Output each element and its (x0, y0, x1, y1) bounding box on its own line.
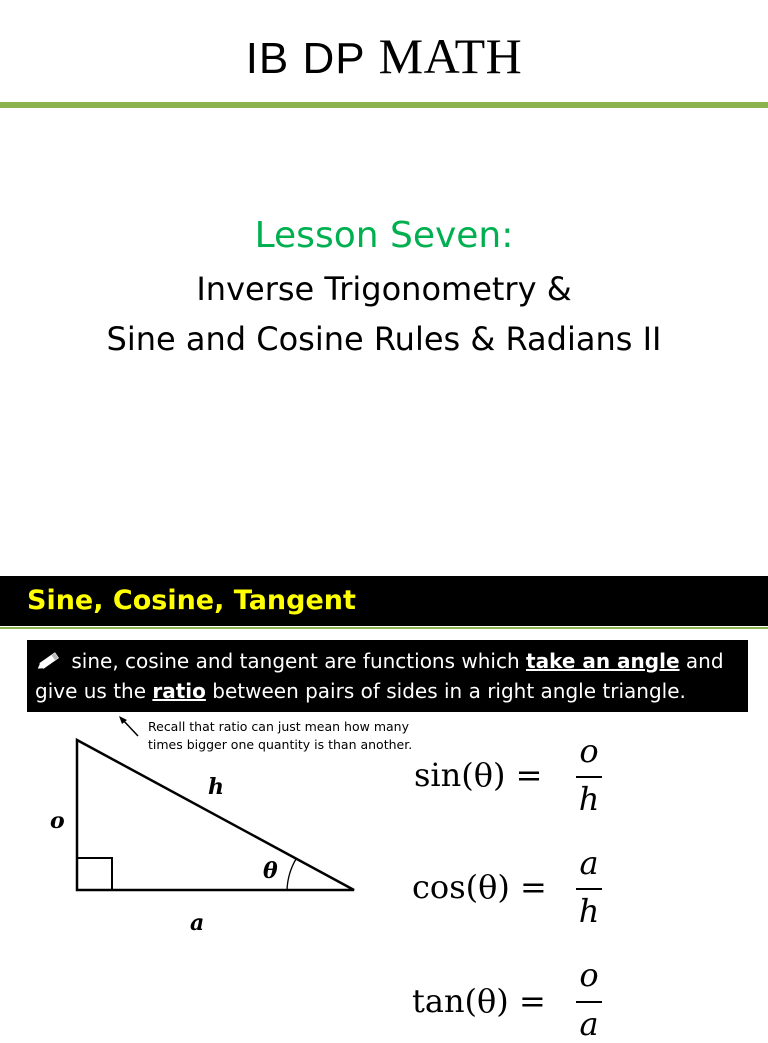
cosine-fraction-bar (576, 888, 602, 890)
definition-emphasis-angle: take an angle (526, 649, 680, 673)
cosine-formula-lhs: cos(θ) = (412, 868, 547, 906)
ratio-note-line-1: Recall that ratio can just mean how many (148, 719, 409, 734)
lesson-subtitle-line-1: Inverse Trigonometry & (196, 270, 572, 308)
sine-formula-lhs: sin(θ) = (414, 756, 543, 794)
triangle-shape (77, 740, 354, 890)
label-angle: θ (263, 858, 278, 884)
right-angle-marker (77, 858, 112, 890)
tangent-fraction-bar (576, 1001, 602, 1003)
cosine-numerator: a (579, 844, 599, 882)
ratio-note-line-2: times bigger one quantity is than another. (148, 737, 413, 752)
cosine-denominator: h (578, 892, 600, 930)
definition-text-1: sine, cosine and tangent are functions which (65, 649, 527, 673)
title-divider (0, 102, 768, 108)
definition-emphasis-ratio: ratio (152, 679, 206, 703)
angle-arc (287, 859, 296, 890)
definition-text-2: and give us the (35, 649, 724, 703)
definition-text-3: between pairs of sides in a right angle triangle. (205, 679, 686, 703)
lesson-label: Lesson Seven: (254, 215, 514, 256)
content-slide (0, 576, 768, 1043)
label-adjacent: a (190, 910, 205, 936)
ratio-note (148, 718, 412, 754)
section-heading: Sine, Cosine, Tangent (27, 585, 356, 616)
pencil-icon (35, 650, 65, 670)
course-title-suffix: MATH (365, 28, 523, 84)
tangent-numerator: o (579, 956, 599, 994)
arrow-icon (119, 716, 138, 736)
label-hypotenuse: h (208, 774, 224, 800)
tangent-formula-lhs: tan(θ) = (412, 982, 546, 1020)
label-opposite: o (50, 808, 65, 834)
sine-fraction-bar (576, 776, 602, 778)
sine-numerator: o (579, 732, 599, 770)
definition-box (27, 640, 748, 712)
sine-denominator: h (578, 780, 600, 818)
lesson-subtitle-line-2: Sine and Cosine Rules & Radians II (106, 320, 662, 358)
header-divider (0, 627, 768, 629)
section-header-bar (0, 576, 768, 626)
course-title (0, 24, 768, 91)
tangent-denominator: a (579, 1005, 599, 1043)
course-title-prefix: IB DP (245, 34, 366, 83)
